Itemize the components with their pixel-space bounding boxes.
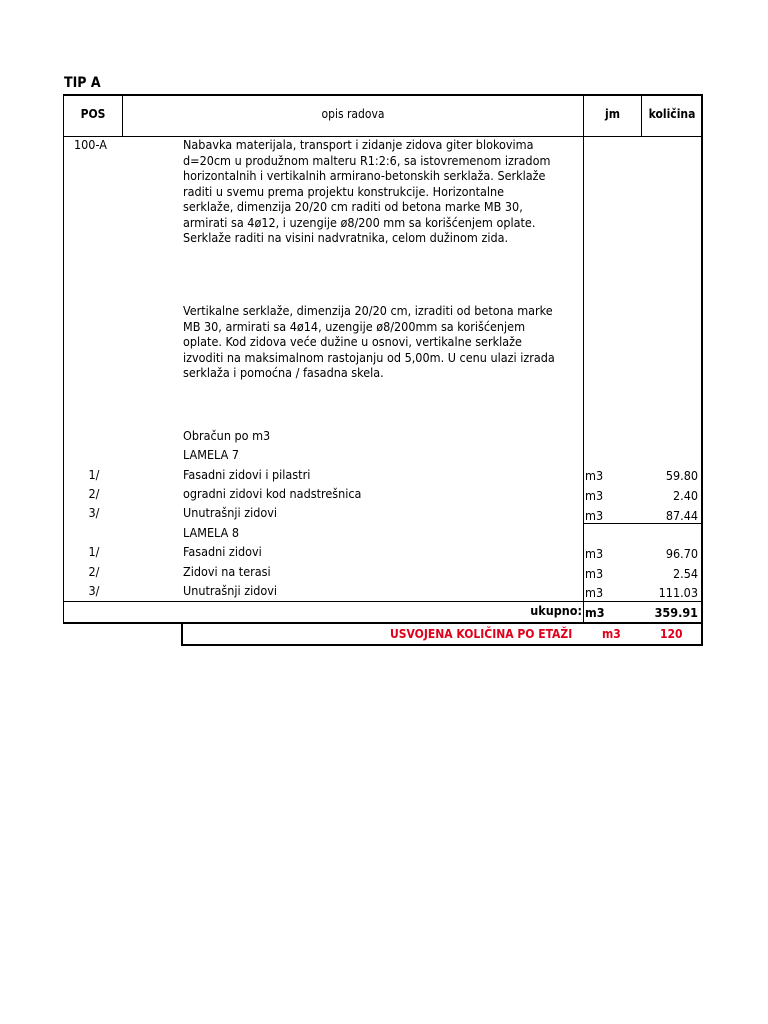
item-description-horizontal: Nabavka materijala, transport i zidanje zidova giter blokovima d=20cm u produžnom malteru R1:2:6, sa istovremenom izradom horizontalnih i vertikalnih armirano-betonskih serklaža. Serklaže raditi u svemu prema projektu konstrukcije. Horizontalne serklaže, dimenzija 20/20 cm raditi od betona marke MB 30, armirati sa 4ø12, i uzengije ø8/200 mm sa korišćenjem oplate. Serklaže raditi na visini nadvratnika, celom dužinom zida. bbox=[183, 137, 551, 245]
row-quantity: 2.54 bbox=[672, 566, 698, 581]
row-description: Fasadni zidovi bbox=[183, 544, 262, 559]
header-pos: POS bbox=[80, 107, 106, 121]
adopted-box-bottom-border bbox=[181, 644, 703, 646]
row-position: 2/ bbox=[88, 564, 100, 579]
header-unit: jm bbox=[605, 107, 620, 121]
row-description: Fasadni zidovi i pilastri bbox=[183, 467, 311, 482]
row-unit: m3 bbox=[585, 468, 604, 483]
row-quantity: 2.40 bbox=[672, 488, 698, 503]
adopted-quantity-unit: m3 bbox=[602, 627, 621, 641]
header-description: opis radova bbox=[321, 107, 385, 121]
adopted-box-left-border bbox=[181, 622, 183, 646]
row-position: 2/ bbox=[88, 486, 100, 501]
total-unit: m3 bbox=[585, 605, 605, 620]
row-unit: m3 bbox=[585, 585, 604, 600]
row-quantity: 111.03 bbox=[658, 585, 698, 600]
row-unit: m3 bbox=[585, 488, 604, 503]
row-position: 3/ bbox=[88, 505, 100, 520]
jm-column-left-divider bbox=[583, 94, 584, 623]
row-description: Zidovi na terasi bbox=[183, 564, 271, 579]
total-label: ukupno: bbox=[530, 603, 582, 618]
row-description: Unutrašnji zidovi bbox=[183, 505, 278, 520]
lamela-8-label: LAMELA 8 bbox=[183, 525, 240, 540]
total-top-border bbox=[63, 601, 702, 602]
row-quantity: 59.80 bbox=[665, 468, 698, 483]
adopted-quantity-label: USVOJENA KOLIČINA PO ETAŽI bbox=[390, 627, 573, 641]
row-description: Unutrašnji zidovi bbox=[183, 583, 278, 598]
row-quantity: 96.70 bbox=[665, 546, 698, 561]
row-position: 1/ bbox=[88, 467, 100, 482]
calculation-basis: Obračun po m3 bbox=[183, 428, 271, 443]
item-position: 100-A bbox=[74, 137, 107, 152]
row-position: 3/ bbox=[88, 583, 100, 598]
row-quantity: 87.44 bbox=[665, 508, 698, 523]
total-quantity: 359.91 bbox=[654, 605, 698, 620]
table-right-border bbox=[701, 94, 703, 646]
lamela-separator bbox=[583, 523, 702, 524]
document-title: TIP A bbox=[64, 75, 101, 91]
row-description: ogradni zidovi kod nadstrešnica bbox=[183, 486, 362, 501]
row-unit: m3 bbox=[585, 566, 604, 581]
lamela-7-label: LAMELA 7 bbox=[183, 447, 240, 462]
header-quantity: količina bbox=[648, 107, 696, 121]
row-unit: m3 bbox=[585, 508, 604, 523]
total-bottom-border bbox=[63, 622, 703, 624]
item-description-vertical: Vertikalne serklaže, dimenzija 20/20 cm, izraditi od betona marke MB 30, armirati sa 4ø14, uzengije ø8/200mm sa korišćenjem oplate. Kod zidova veće dužine u osnovi, vertikalne serklaže izvoditi na maksimalnom rastojanju od 5,00m. U cenu ulazi izrada serklaža i pomoćna / fasadna skela. bbox=[183, 303, 555, 380]
table-top-border bbox=[63, 94, 703, 96]
row-unit: m3 bbox=[585, 546, 604, 561]
adopted-quantity-value: 120 bbox=[660, 627, 683, 641]
row-position: 1/ bbox=[88, 544, 100, 559]
